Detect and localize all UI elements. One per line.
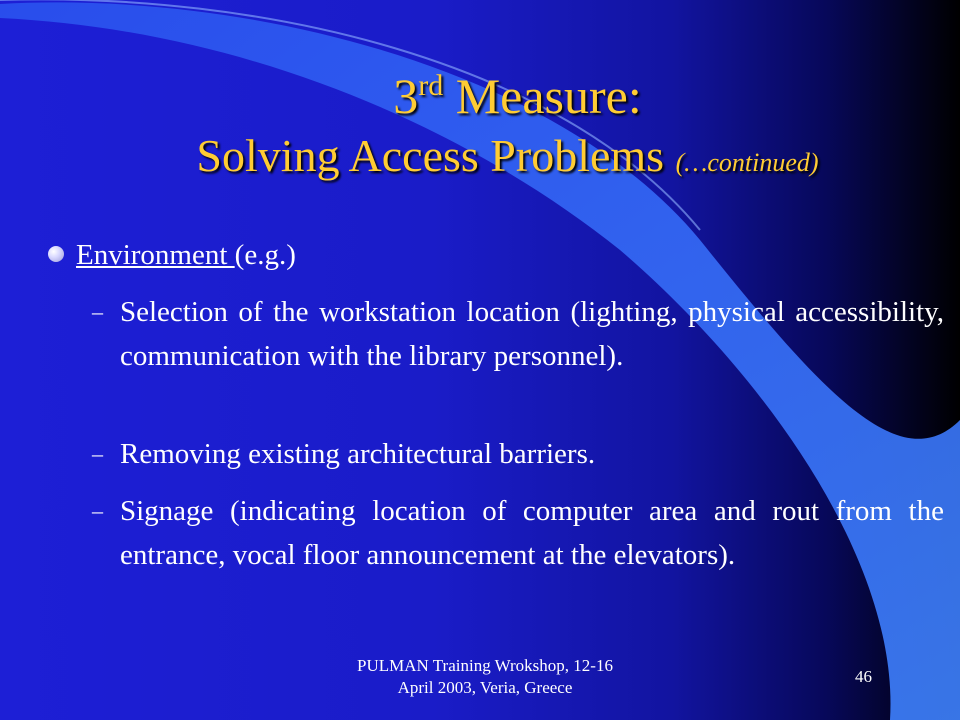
title-superscript: rd <box>418 69 444 102</box>
sub-bullet-text: Signage (indicating location of computer area and rout from the entrance, vocal floor announcement at the elevators). <box>120 495 944 571</box>
title-measure: Measure: <box>443 68 642 124</box>
bullet-dot-icon <box>48 246 64 262</box>
sub-bullet-text: Selection of the workstation location (lighting, physical accessibility, communication with the library personnel). <box>120 296 944 372</box>
sub-bullet-item <box>92 290 944 378</box>
bullet-environment <box>48 236 296 274</box>
page-number: 46 <box>855 667 872 686</box>
slide-title <box>0 66 960 193</box>
footer-line-1: PULMAN Training Wrokshop, 12-16 <box>357 656 613 675</box>
dash-marker: – <box>92 299 103 324</box>
title-continued: (…continued) <box>675 148 819 177</box>
sub-bullet-text: Removing existing architectural barriers. <box>120 438 596 470</box>
dash-marker: – <box>92 441 103 466</box>
dash-marker: – <box>92 498 103 523</box>
bullet-label: Environment <box>76 239 235 271</box>
footer-line-2: April 2003, Veria, Greece <box>397 678 573 697</box>
bullet-suffix: (e.g.) <box>234 239 296 271</box>
sub-bullet-item <box>92 489 944 577</box>
title-subject: Solving Access Problems <box>196 130 665 181</box>
title-number: 3 <box>393 68 419 124</box>
footer <box>300 655 670 699</box>
title-line-2 <box>0 126 960 193</box>
sub-bullet-item <box>92 432 944 476</box>
title-line-1 <box>0 66 960 126</box>
